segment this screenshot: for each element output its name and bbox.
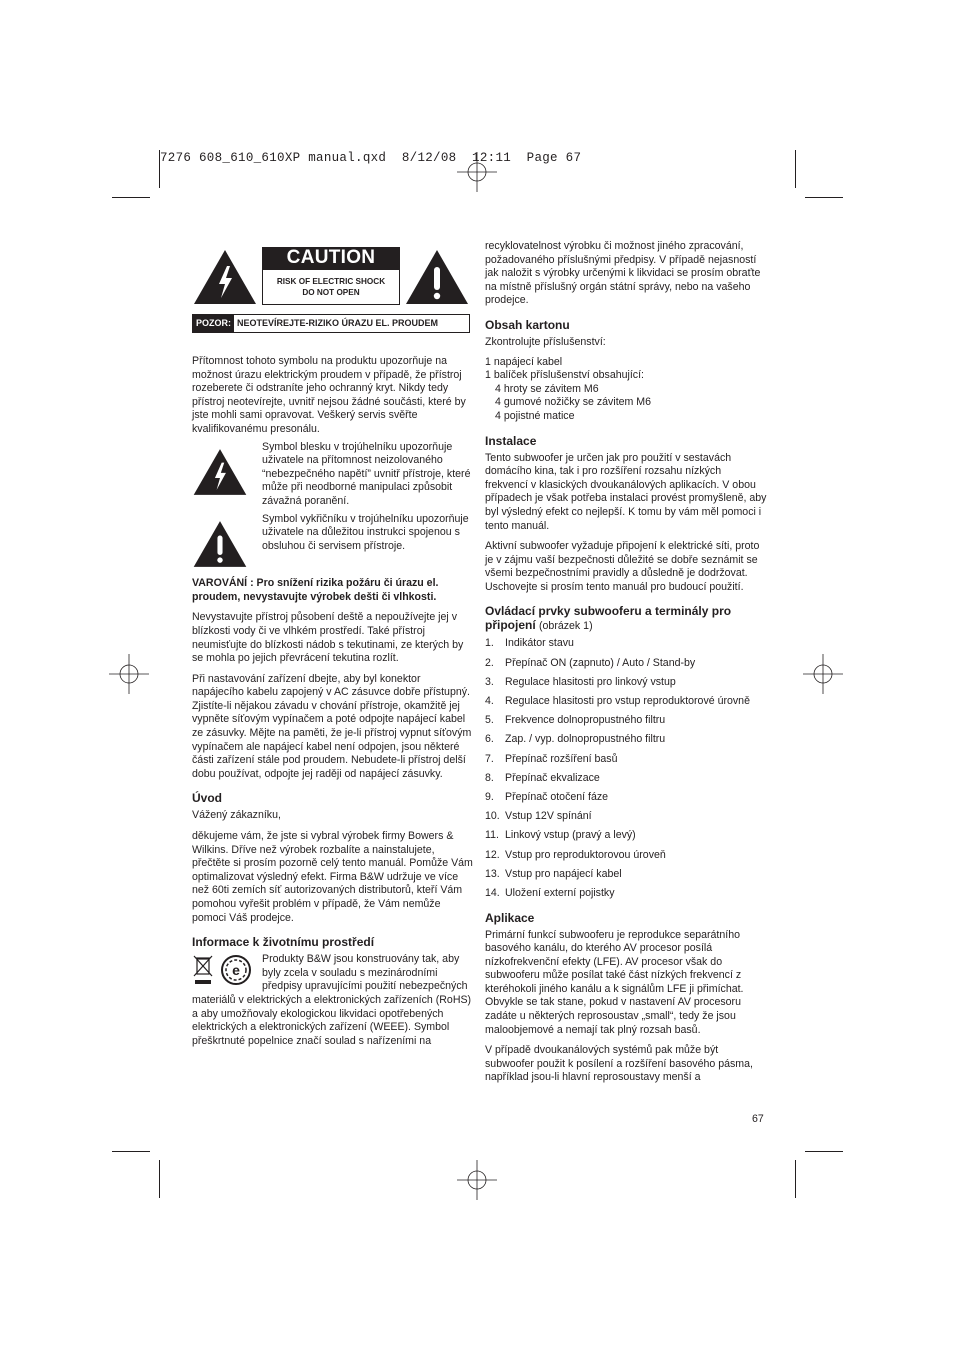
uvod-paragraph: děkujeme vám, že jste si vybral výrobek firmy Bowers & Wilkins. Dříve než výrobek rozbalíte a nainstalujete, přečtěte si prosím pozorně celý tento manuál. Pomůže Vám optimalizovat výsledný efekt. Firma B&W udržuje ve více než 60ti zemích síť autorizovaných distributorů, kteří Vám pomohou vyřešit problém v případě, že Vám nemůže pomoci Váš prodejce. (192, 830, 473, 924)
list-item: 2. Přepínač ON (zapnuto) / Auto / Stand-by (485, 656, 696, 669)
risk-line-2: DO NOT OPEN (302, 288, 360, 297)
registration-mark-right (803, 654, 843, 694)
list-item: 9. Přepínač otočení fáze (485, 790, 609, 803)
warning-text: VAROVÁNÍ : Pro snížení rizika požáru či úrazu el. proudem, nevystavujte výrobek dešti či vlhkosti. (192, 577, 439, 603)
uvod-greeting: Vážený zákazníku, (192, 809, 281, 822)
pozor-text: NEOTEVÍREJTE-RIZIKO ÚRAZU EL. PROUDEM (237, 318, 439, 328)
print-slug: 7276 608_610_610XP manual.qxd 8/12/08 12:11 Page 67 (160, 151, 582, 165)
obsah-item: 4 gumové nožičky se závitem M6 (495, 396, 652, 409)
crop-mark (795, 1160, 796, 1198)
obsah-item: 1 balíček příslušenství obsahující: (485, 369, 644, 382)
list-item: 11. Linkový vstup (pravý a levý) (485, 829, 636, 842)
rohs-e-icon (220, 954, 252, 986)
list-item: 3. Regulace hlasitosti pro linkový vstup (485, 675, 676, 688)
instalace-paragraph-1: Tento subwoofer je určen jak pro použití v sestavách domácího kina, tak i pro rozšíření rozsahu nízkých frekvencí v klasických dvoukanálových aplikacích. V obou případech je však potřeba instalaci provést promyšleně, aby byl výsledný efekt co nejlepší. K tomu by vám měl pomoci i tento manuál. (485, 451, 767, 532)
lightning-warning-icon (192, 248, 258, 306)
crop-mark (159, 150, 160, 188)
risk-box (262, 269, 400, 305)
registration-mark-left (109, 654, 149, 694)
list-item: 10. Vstup 12V spínání (485, 810, 592, 823)
obsah-item: 4 hroty se závitem M6 (495, 382, 599, 395)
controls-heading (485, 604, 767, 633)
obsah-list (485, 356, 767, 424)
lightning-explanation (192, 441, 473, 509)
list-item: 4. Regulace hlasitosti pro vstup reproduktorové úrovně (485, 695, 750, 708)
list-item: 13. Vstup pro napájecí kabel (485, 867, 622, 880)
obsah-item: 4 pojistné matice (495, 409, 575, 422)
exclamation-triangle-icon (192, 519, 248, 569)
crop-mark (795, 150, 796, 188)
aplikace-paragraph-2: V případě dvoukanálových systémů pak může být subwoofer použit k posílení a rozšíření basového pásma, například jsou-li hlavní reprosoustavy menší a (485, 1044, 753, 1084)
list-item: 6. Zap. / vyp. dolnopropustného filtru (485, 733, 666, 746)
env-heading: Informace k životnímu prostředí (192, 935, 375, 950)
registration-mark-top (457, 152, 497, 192)
obsah-item: 1 napájecí kabel (485, 355, 563, 368)
env-icons (192, 953, 258, 987)
lightning-triangle-icon (192, 447, 248, 497)
crop-mark (112, 197, 150, 198)
list-item: 12. Vstup pro reproduktorovou úroveň (485, 848, 666, 861)
env-paragraph: Produkty B&W jsou konstruovány tak, aby byly zcela v souladu s mezinárodními předpisy upravujícími použití nebezpečných materiálů v elektrických a elektronických zařízeních (RoHS) a aby umožňovaly ekologickou likvidaci opotřebených elektrických a elektronických zařízení (WEEE). Symbol přeškrtnuté popelnice značí soulad s nařízeními na (192, 953, 472, 1047)
exclamation-text: Symbol vykřičníku v trojúhelníku upozorňuje uživatele na důležitou instrukci spojenou s obsluhou či servisem přístroje. (262, 512, 469, 552)
exclamation-explanation (192, 513, 473, 574)
lightning-text: Symbol blesku v trojúhelníku upozorňuje uživatele na přítomnost neizolovaného “nebezpečného napětí” uvnitř přístroje, které může při neodborné manipulaci způsobit závažná poranění. (262, 440, 471, 507)
controls-heading-sub: (obrázek 1) (539, 620, 593, 633)
crop-mark (805, 197, 843, 198)
controls-heading-text: Ovládací prvky subwooferu a terminály pro připojení (485, 604, 732, 633)
obsah-check: Zkontrolujte příslušenství: (485, 335, 606, 348)
uvod-heading: Úvod (192, 791, 222, 806)
crop-mark (159, 1160, 160, 1198)
caution-title: CAUTION (262, 247, 400, 269)
right-column (485, 240, 767, 1092)
env-section (192, 953, 473, 1048)
left-column (192, 355, 473, 1048)
caution-title-box (262, 247, 400, 305)
controls-list (485, 637, 767, 900)
power-paragraph: Při nastavování zařízení dbejte, aby byl konektor napájecího kabelu zapojený v AC zásuvce dobře přístupný. Zjistíte-li nějakou závadu v chování přístroje, okamžitě jej vypněte síťovým vypínačem a poté odpojte napájecí kabel ze zásuvky. Mějte na paměti, že je-li přístroj vypnut síťovým vypínačem ale napájecí kabel není odpojen, jsou některé části zařízení stále pod proudem. Nebudete-li přístroj delší dobu používat, odpojte jej raději od napájecí zásuvky. (192, 672, 472, 780)
list-item: 7. Přepínač rozšíření basů (485, 752, 618, 765)
list-item: 5. Frekvence dolnopropustného filtru (485, 714, 666, 727)
water-paragraph: Nevystavujte přístroj působení deště a nepoužívejte jej v blízkosti vody či ve vlhkém prostředí. Také přístroj neumisťujte do blízkosti nádob s tekutinami, ze kterých by se mohla po jejich převrácení tekutina rozlít. (192, 611, 464, 665)
risk-line-1: RISK OF ELECTRIC SHOCK (276, 277, 386, 286)
registration-mark-bottom (457, 1160, 497, 1200)
obsah-heading: Obsah kartonu (485, 317, 570, 332)
pozor-label: POZOR: (193, 315, 234, 332)
instalace-heading: Instalace (485, 433, 537, 448)
svg-text:e: e (232, 962, 240, 979)
aplikace-heading: Aplikace (485, 910, 535, 925)
instalace-paragraph-2: Aktivní subwoofer vyžaduje připojení k elektrické síti, proto je v zájmu vaší bezpečnosti důležité se dobře seznámit se všemi bezpečnostními pravidly a důsledně je dodržovat. Uschovejte si prosím tento manuál pro budoucí použití. (485, 540, 760, 593)
aplikace-paragraph-1: Primární funkcí subwooferu je reprodukce separátního basového kanálu, do kterého AV procesor posílá nízkofrekvenční efekty (LFE). AV procesor však do subwooferu může posílat také část nízkých frekvencí z kteréhokoli jiného kanálu a k signálům LFE ji přimíchat. Obvykle se tak stane, pokud v nastavení AV procesoru zadáte u některých reprosoustav „small“, tedy že jsou maloobjemové a nemají tak plný rozsah basů. (485, 928, 744, 1036)
exclamation-warning-icon (404, 248, 470, 306)
pozor-banner (192, 314, 470, 333)
list-item: 14. Uložení externí pojistky (485, 886, 615, 899)
page-number: 67 (752, 1113, 764, 1125)
crop-mark (112, 1151, 150, 1152)
list-item: 8. Přepínač ekvalizace (485, 771, 600, 784)
crop-mark (805, 1151, 843, 1152)
list-item: 1. Indikátor stavu (485, 637, 574, 650)
weee-bin-icon (192, 954, 214, 986)
intro-paragraph: Přítomnost tohoto symbolu na produktu upozorňuje na možnost úrazu elektrickým proudem v případě, že přístroj rozeberete či odstraníte jeho ochranný kryt. Nikdy tedy přístroj neotevírejte, uvnitř nejsou žádné součásti, které by jste mohli sami opravovat. Veškerý servis svěřte kvalifikovanému presonálu. (192, 355, 466, 435)
continued-paragraph: recyklovatelnost výrobku či možnost jiného zpracování, požadovaného příslušnými předpisy. V případě nejasností jak naložit s výrobky určenými k likvidaci se prosím obraťte na místně příslušný orgán státní správy, nebo na vašeho prodejce. (485, 240, 761, 307)
